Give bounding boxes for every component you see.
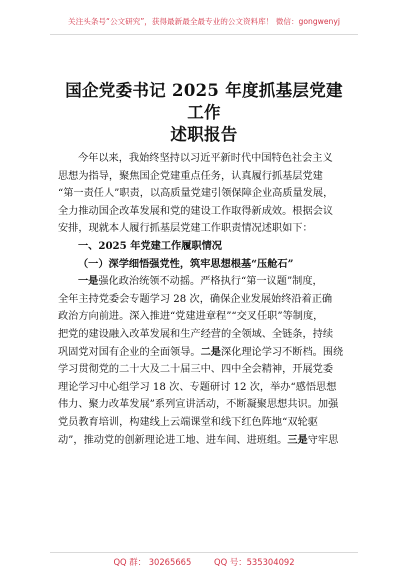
title-line-2: 述职报告 — [170, 125, 238, 144]
paragraph-line: 全力推动国企改革发展和党的建设工作取得新成效。根据会议 — [58, 205, 334, 217]
footer-divider — [50, 552, 358, 553]
subsection-heading: （一）深学细悟强党性，筑牢思想根基“压舱石” — [78, 257, 294, 270]
paragraph-line: “第一责任人”职责，以高质量党建引领保障企业高质量发展， — [58, 188, 334, 200]
paragraph-line: 今年以来，我始终坚持以习近平新时代中国特色社会主义 — [78, 153, 333, 164]
qq-group: QQ 群： 30265665 — [113, 557, 192, 567]
paragraph-line: 政治方向前进。深入推进“党建进章程”“交叉任职”等制度， — [58, 311, 324, 323]
ordinal-marker: 三是 — [287, 433, 308, 446]
paragraph-line: 伟力、聚力改革发展”系列宣讲活动，不断凝聚思想共识。加强 — [58, 399, 339, 411]
title-line-1: 国企党委书记 2025 年度抓基层党建工作 — [65, 81, 343, 122]
section-heading: 一、2025 年党建工作履职情况 — [78, 239, 222, 252]
paragraph-line: 一是强化政治统领不动摇。严格执行“第一议题”制度， — [78, 275, 323, 288]
paragraph-line: 全年主持党委会专题学习 28 次，确保企业发展始终沿着正确 — [58, 293, 333, 305]
document-body — [58, 150, 350, 449]
paragraph-line: 把党的建设融入改革发展和生产经营的全领域、全链条，持续 — [58, 328, 334, 340]
ordinal-marker: 一是 — [78, 275, 99, 288]
paragraph-line: 巩固党对国有企业的全面领导。二是深化理论学习不断档。围绕 — [58, 345, 344, 358]
paragraph-line: 理论学习中心组学习 18 次、专题研讨 12 次，举办“感悟思想 — [58, 381, 337, 393]
paragraph-line: 动”，推动党的创新理论进工地、进车间、进班组。三是守牢思 — [58, 433, 339, 446]
qq-number: QQ 号：535304092 — [214, 557, 295, 567]
header-divider — [50, 34, 358, 35]
footer-contact — [50, 556, 358, 568]
paragraph-line: 安排，现就本人履行抓基层党建工作职责情况述职如下： — [58, 223, 313, 235]
header-banner: 关注头条号“公文研究”，获得最新最全最专业的公文资料库！ 微信：gongwenyj — [68, 17, 340, 26]
document-title — [60, 80, 348, 146]
paragraph-line: 思想为指导，聚焦国企党建重点任务，认真履行抓基层党建 — [58, 170, 323, 182]
ordinal-marker: 二是 — [200, 345, 221, 358]
paragraph-line: 党员教育培训，构建线上云端课堂和线下红色阵地“双轮驱 — [58, 416, 318, 428]
paragraph-line: 学习贯彻党的二十大及二十届三中、四中全会精神，开展党委 — [58, 364, 334, 376]
